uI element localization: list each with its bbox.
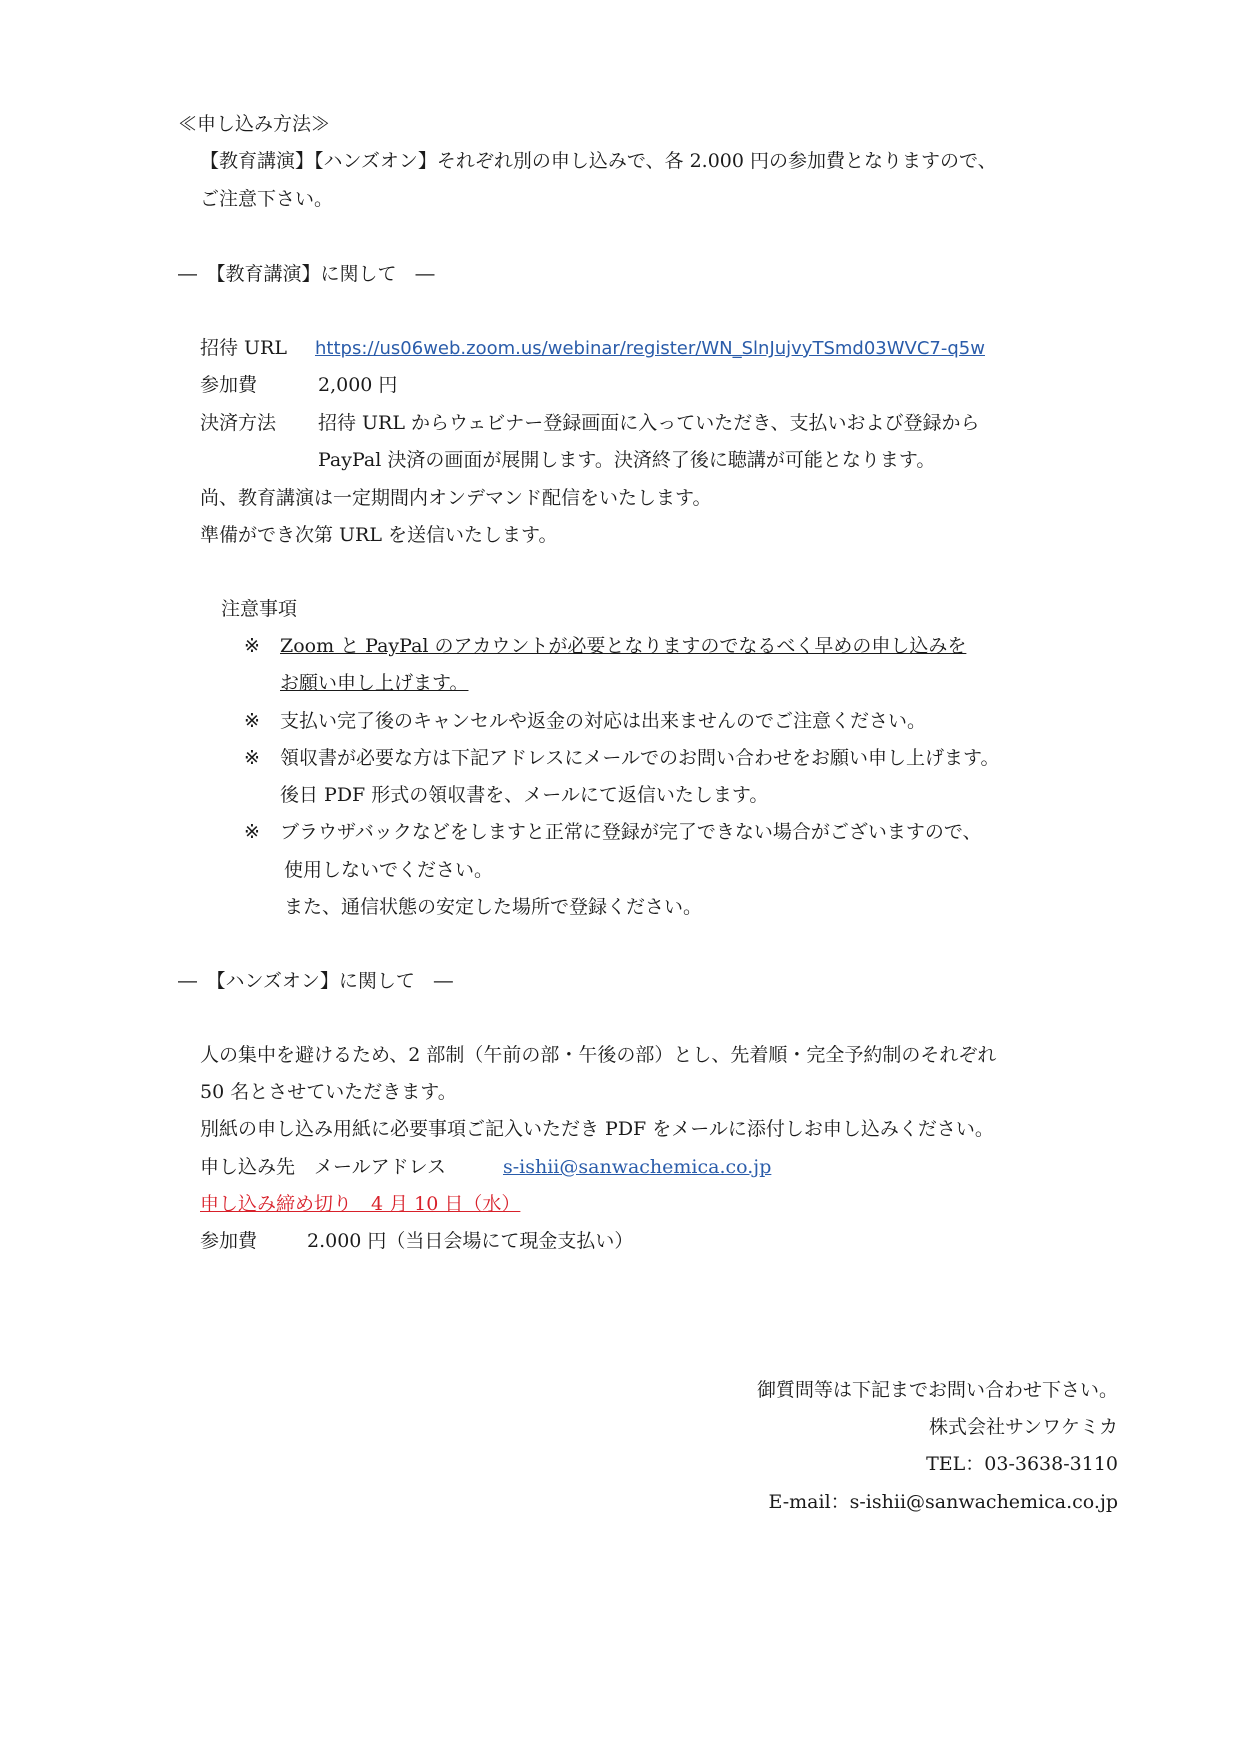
lecture-fee-value: 2,000 円 bbox=[318, 374, 398, 396]
handson-fee-label: 参加費 bbox=[200, 1230, 258, 1252]
deadline-text: 申し込み締め切り 4 月 10 日（水） bbox=[200, 1193, 521, 1215]
caution-mark-3: ※ bbox=[244, 747, 260, 769]
caution-item1-line2: お願い申し上げます。 bbox=[280, 672, 469, 694]
caution-item1-line1: Zoom と PayPal のアカウントが必要となりますのでなるべく早めの申し込みを bbox=[280, 635, 967, 657]
method-intro-line1: 【教育講演】【ハンズオン】それぞれ別の申し込みで、各 2.000 円の参加費となりますので、 bbox=[200, 150, 997, 172]
caution-mark-4: ※ bbox=[244, 821, 260, 843]
lecture-note2: 準備ができ次第 URL を送信いたします。 bbox=[200, 524, 558, 546]
apply-label: 申し込み先 メールアドレス bbox=[200, 1156, 447, 1178]
contact-tel: TEL：03-3638-3110 bbox=[926, 1453, 1118, 1475]
caution-item4-line1: ブラウザバックなどをしますと正常に登録が完了できない場合がございますので、 bbox=[280, 821, 982, 843]
caution-item3-line1: 領収書が必要な方は下記アドレスにメールでのお問い合わせをお願い申し上げます。 bbox=[280, 747, 1000, 769]
handson-line1: 人の集中を避けるため、2 部制（午前の部・午後の部）とし、先着順・完全予約制のそれぞれ bbox=[200, 1044, 997, 1066]
handson-fee-value: 2.000 円（当日会場にて現金支払い） bbox=[307, 1230, 634, 1252]
payment-label: 決済方法 bbox=[200, 412, 277, 434]
caution-item3-line2: 後日 PDF 形式の領収書を、メールにて返信いたします。 bbox=[280, 784, 769, 806]
handson-line2: 50 名とさせていただきます。 bbox=[200, 1081, 457, 1103]
handson-heading: ― 【ハンズオン】に関して ― bbox=[178, 970, 453, 992]
invite-url-link[interactable]: https://us06web.zoom.us/webinar/register/WN_SlnJujvyTSmd03WVC7-q5w bbox=[315, 338, 985, 359]
caution-item2-line1: 支払い完了後のキャンセルや返金の対応は出来ませんのでご注意ください。 bbox=[280, 710, 927, 732]
method-intro-line2: ご注意下さい。 bbox=[200, 188, 334, 210]
caution-mark-2: ※ bbox=[244, 710, 260, 732]
contact-line1: 御質問等は下記までお問い合わせ下さい。 bbox=[756, 1379, 1118, 1401]
contact-company: 株式会社サンワケミカ bbox=[928, 1416, 1118, 1438]
lecture-heading: ― 【教育講演】に関して ― bbox=[178, 263, 435, 285]
method-heading: ≪申し込み方法≫ bbox=[178, 113, 331, 135]
caution-item4-line2: 使用しないでください。 bbox=[284, 859, 494, 881]
caution-heading: 注意事項 bbox=[221, 598, 298, 620]
caution-item4-line3: また、通信状態の安定した場所で登録ください。 bbox=[284, 896, 703, 918]
lecture-fee-label: 参加費 bbox=[200, 374, 258, 396]
apply-email-link[interactable]: s-ishii@sanwachemica.co.jp bbox=[503, 1156, 772, 1178]
handson-line3: 別紙の申し込み用紙に必要事項ご記入いただき PDF をメールに添付しお申し込みください。 bbox=[200, 1118, 994, 1140]
payment-line2: PayPal 決済の画面が展開します。決済終了後に聴講が可能となります。 bbox=[318, 449, 936, 471]
url-label: 招待 URL bbox=[200, 337, 287, 359]
contact-email: E-mail：s-ishii@sanwachemica.co.jp bbox=[768, 1491, 1118, 1513]
payment-line1: 招待 URL からウェビナー登録画面に入っていただき、支払いおよび登録から bbox=[318, 412, 980, 434]
caution-mark-1: ※ bbox=[244, 635, 260, 657]
lecture-note1: 尚、教育講演は一定期間内オンデマンド配信をいたします。 bbox=[200, 487, 712, 509]
